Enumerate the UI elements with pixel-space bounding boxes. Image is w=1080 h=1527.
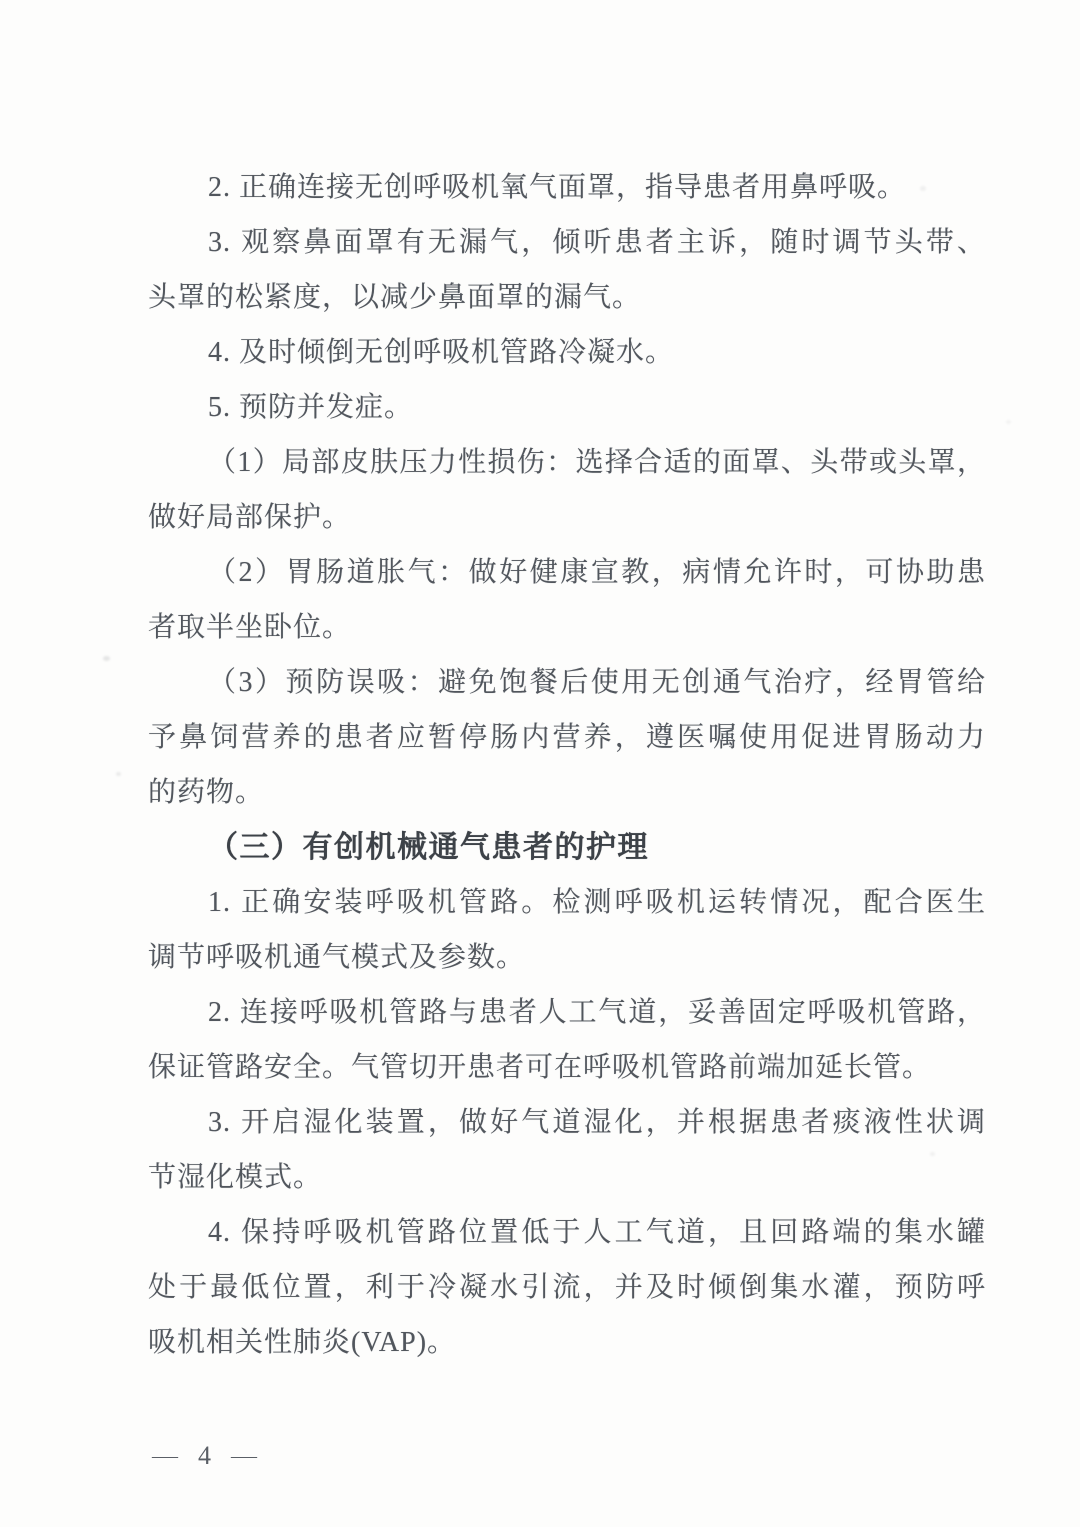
text-line: 做好局部保护。 <box>148 502 352 533</box>
text-line: 2. 连接呼吸机管路与患者人工气道，妥善固定呼吸机管路， <box>208 997 986 1028</box>
page-number: 4 <box>198 1441 211 1470</box>
text-line: 2. 正确连接无创呼吸机氧气面罩，指导患者用鼻呼吸。 <box>208 172 907 203</box>
text-line: （2）胃肠道胀气：做好健康宣教，病情允许时，可协助患 <box>208 557 986 588</box>
text-line: 的药物。 <box>148 777 265 808</box>
text-line: 节湿化模式。 <box>148 1162 323 1193</box>
text-line: 1. 正确安装呼吸机管路。检测呼吸机运转情况，配合医生 <box>208 887 986 918</box>
scan-speck <box>920 186 926 191</box>
scan-speck <box>930 1152 935 1156</box>
text-line: 3. 开启湿化装置，做好气道湿化，并根据患者痰液性状调 <box>208 1107 986 1138</box>
text-line: （1）局部皮肤压力性损伤：选择合适的面罩、头带或头罩， <box>208 447 986 478</box>
footer-dash-right: — <box>231 1444 257 1468</box>
text-line: 头罩的松紧度，以减少鼻面罩的漏气。 <box>148 282 642 313</box>
text-line: 者取半坐卧位。 <box>148 612 352 643</box>
text-line: 5. 预防并发症。 <box>208 392 414 423</box>
scan-speck <box>103 656 110 661</box>
text-line: 调节呼吸机通气模式及参数。 <box>148 942 526 973</box>
footer-dash-left: — <box>152 1444 178 1468</box>
scan-speck <box>1006 420 1011 424</box>
document-body <box>148 160 986 1370</box>
section-heading: （三）有创机械通气患者的护理 <box>208 831 649 864</box>
scan-speck <box>116 772 121 776</box>
text-line: 吸机相关性肺炎(VAP)。 <box>148 1327 457 1358</box>
text-line: 处于最低位置，利于冷凝水引流，并及时倾倒集水灌，预防呼 <box>148 1272 986 1303</box>
text-line: 予鼻饲营养的患者应暂停肠内营养，遵医嘱使用促进胃肠动力 <box>148 722 986 753</box>
page-footer <box>152 1436 257 1476</box>
text-line: 保证管路安全。气管切开患者可在呼吸机管路前端加延长管。 <box>148 1052 932 1083</box>
text-line: （3）预防误吸：避免饱餐后使用无创通气治疗，经胃管给 <box>208 667 986 698</box>
text-line: 4. 保持呼吸机管路位置低于人工气道，且回路端的集水罐 <box>208 1217 986 1248</box>
text-line: 4. 及时倾倒无创呼吸机管路冷凝水。 <box>208 337 675 368</box>
text-line: 3. 观察鼻面罩有无漏气，倾听患者主诉，随时调节头带、 <box>208 227 986 258</box>
